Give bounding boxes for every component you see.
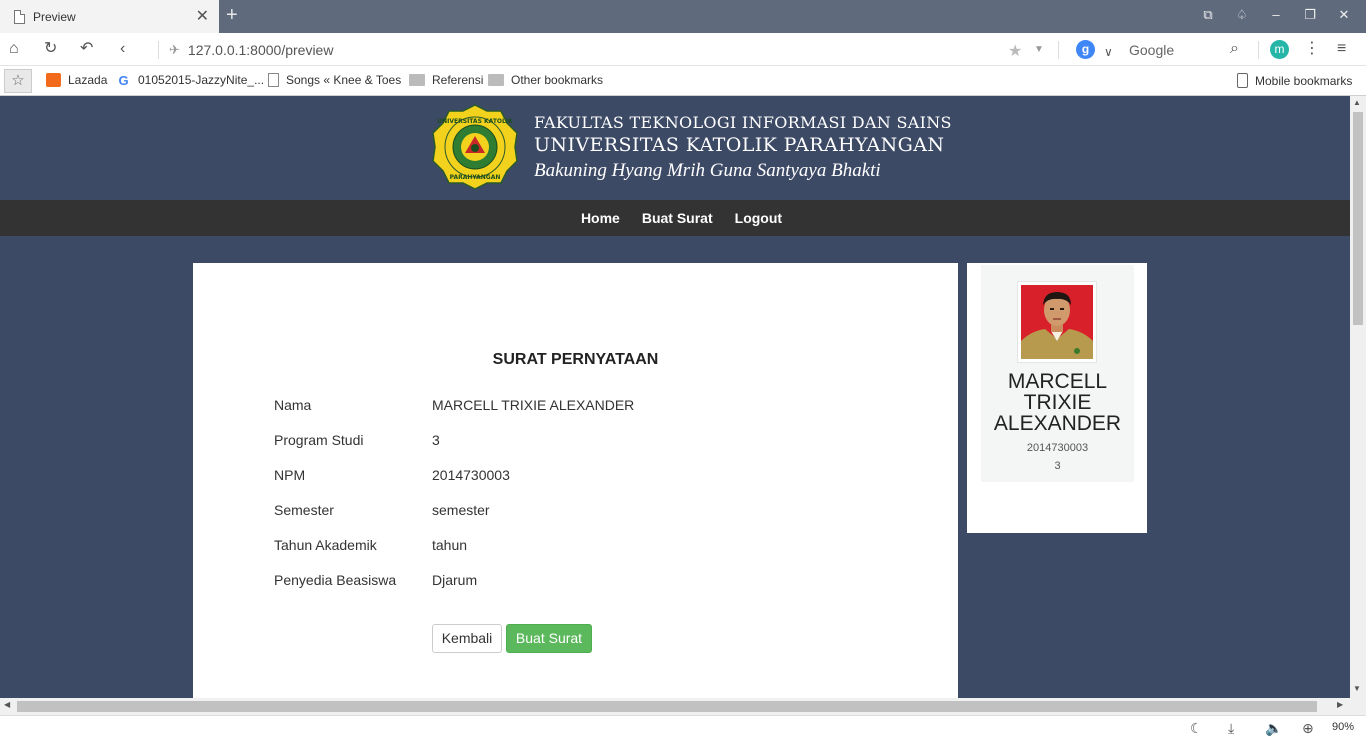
bookmarks-bar [0,66,1366,96]
profile-photo [1017,281,1097,363]
scroll-left-icon[interactable]: ◀ [4,700,11,709]
page-icon [14,10,25,24]
field-value: semester [432,502,490,518]
url-text[interactable]: 127.0.0.1:8000/preview [187,42,334,58]
field-label: Program Studi [274,432,364,448]
menu-dots-icon[interactable]: ⋮ [1304,40,1320,57]
menu-logout[interactable]: Logout [734,210,783,226]
field-value: tahun [432,537,468,553]
page-viewport [0,96,1350,698]
search-engine-chevron-icon[interactable]: ∨ [1104,45,1113,59]
home-icon[interactable]: ⌂ [9,40,19,57]
horizontal-scroll-thumb[interactable] [17,701,1317,712]
folder-icon [409,74,425,86]
window-controls [1202,7,1350,23]
profile-thumbnail [981,265,1134,482]
back-icon[interactable]: ‹ [120,40,126,57]
night-mode-icon[interactable]: ☾ [1190,720,1203,736]
brand-text [534,113,952,184]
field-value: Djarum [432,572,478,588]
field-value: 3 [432,432,440,448]
bookmark-songs[interactable]: Songs « Knee & Toes [268,73,401,87]
university-motto: Bakuning Hyang Mrih Guna Santyaya Bhakti [534,160,881,181]
bookmark-jazzynite[interactable]: G 01052015-JazzyNite_... [116,73,264,87]
bookmarks-star-icon[interactable]: ☆ [4,69,32,93]
letter-panel [193,263,958,698]
volume-icon[interactable]: 🔈 [1265,720,1283,736]
profile-npm: 2014730003 [1026,442,1089,454]
profile-card [967,263,1147,533]
hamburger-menu-icon[interactable]: ≡ [1337,40,1347,57]
student-avatar [1021,285,1093,359]
chevron-down-icon[interactable]: ▼ [1034,44,1044,55]
google-account-icon[interactable]: g [1076,40,1095,59]
scroll-down-icon[interactable]: ▼ [1353,684,1361,693]
profile-name: MARCELL TRIXIE ALEXANDER [993,370,1122,435]
field-label: Nama [274,397,312,413]
undo-icon[interactable]: ↶ [80,40,94,57]
field-label: NPM [274,467,306,483]
zoom-icon[interactable]: ⊕ [1302,720,1314,736]
close-window-button[interactable]: ✕ [1338,7,1350,22]
bookmark-star-icon[interactable]: ★ [1008,43,1023,60]
logo-text-top: UNIVERSITAS KATOLIK [437,118,513,125]
main-menu [0,200,1350,236]
browser-statusbar [0,715,1366,739]
scroll-up-icon[interactable]: ▲ [1353,98,1361,107]
field-value: 2014730003 [432,467,510,483]
browser-tab-bar [0,0,1366,33]
bookmark-lazada[interactable]: Lazada [46,73,107,87]
search-icon[interactable]: ⌕ [1230,40,1239,57]
page-icon [268,73,279,87]
university-logo [430,103,520,191]
bookmark-referensi[interactable]: Referensi [409,73,483,87]
download-icon[interactable]: ⤓ [1228,720,1235,736]
folder-icon [488,74,504,86]
browser-tab[interactable] [0,0,219,33]
restore-button[interactable]: ❐ [1304,7,1316,22]
back-button[interactable]: Kembali [432,624,502,653]
field-label: Penyedia Beasiswa [274,572,397,588]
letter-title: SURAT PERNYATAAN [492,351,659,368]
lazada-icon [46,73,61,87]
field-label: Semester [274,502,334,518]
zoom-level[interactable]: 90% [1332,721,1355,733]
tab-overview-icon[interactable]: ⧉ [1203,7,1213,22]
create-letter-button[interactable]: Buat Surat [506,624,592,653]
field-label: Tahun Akademik [274,537,377,553]
logo-text-bottom: PARAHYANGAN [449,174,501,181]
menu-home[interactable]: Home [580,210,620,226]
search-box[interactable]: Google [1129,42,1175,58]
site-info-icon[interactable]: ✈ [169,42,180,57]
close-tab-icon[interactable]: ✕ [195,7,209,25]
site-header [0,96,1350,200]
address-bar[interactable] [158,40,333,60]
tab-title: Preview [33,9,76,24]
extension-icon[interactable]: m [1270,40,1289,59]
university-name: UNIVERSITAS KATOLIK PARAHYANGAN [534,134,945,156]
profile-prodi: 3 [1054,460,1061,472]
faculty-name: FAKULTAS TEKNOLOGI INFORMASI DAN SAINS [534,113,952,132]
field-value: MARCELL TRIXIE ALEXANDER [432,397,635,413]
menu-buat-surat[interactable]: Buat Surat [641,210,713,226]
vertical-scroll-thumb[interactable] [1353,112,1363,325]
bookmark-mobile[interactable]: Mobile bookmarks [1237,73,1352,88]
skin-icon[interactable]: ♤ [1236,7,1248,22]
phone-icon [1237,73,1248,88]
vertical-scrollbar[interactable] [1350,96,1366,698]
new-tab-button[interactable]: + [226,4,238,26]
scroll-right-icon[interactable]: ▶ [1337,700,1344,709]
minimize-button[interactable]: – [1272,7,1280,22]
reload-icon[interactable]: ↻ [44,40,58,57]
bookmark-other[interactable]: Other bookmarks [488,73,603,87]
google-icon: G [118,73,129,88]
horizontal-scrollbar[interactable] [0,698,1350,715]
